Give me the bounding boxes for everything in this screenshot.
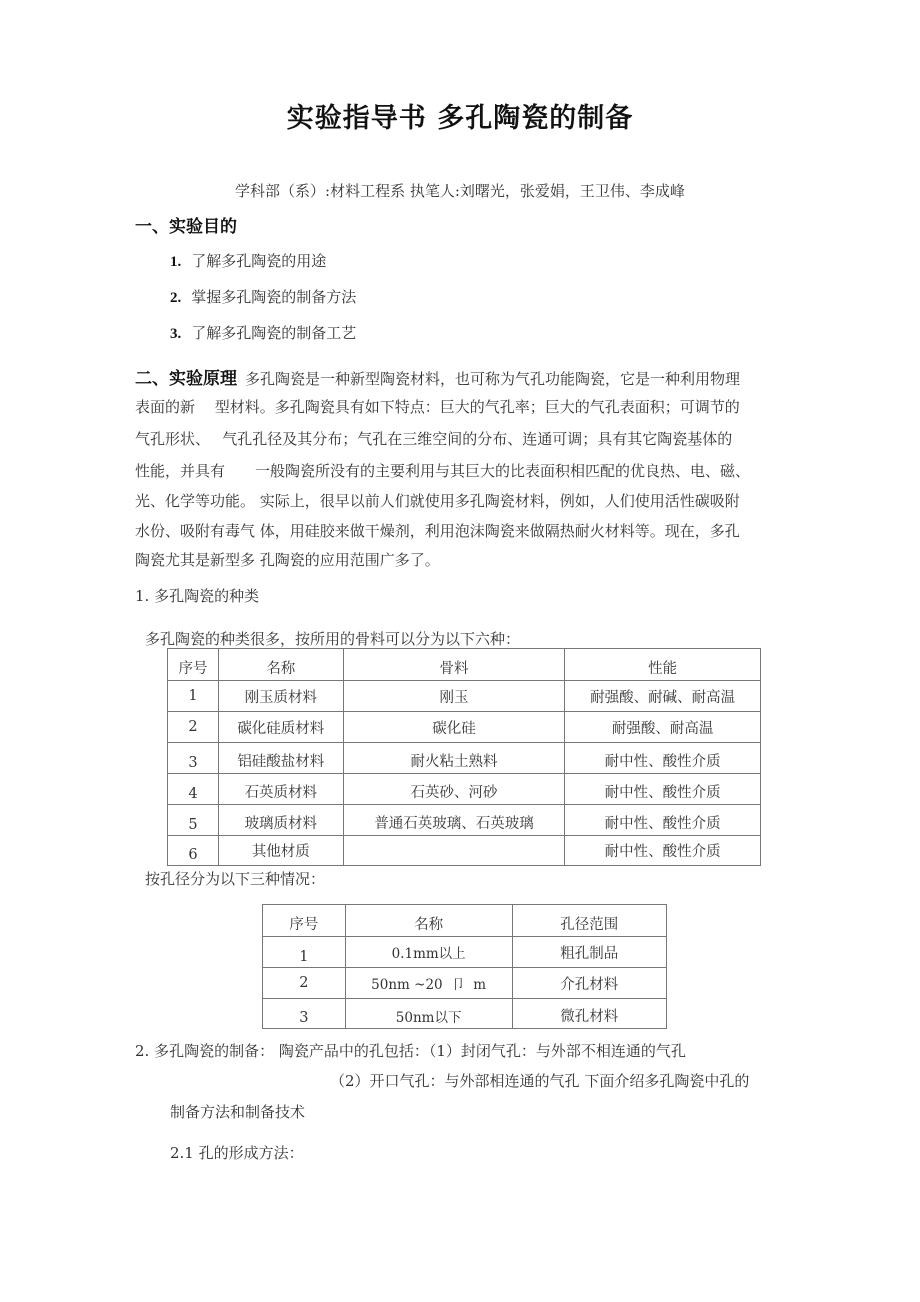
table-cell: 普通石英玻璃、石英玻璃 — [343, 805, 565, 836]
table-row — [168, 836, 761, 866]
section2-line: 性能，并具有 一般陶瓷所没有的主要利用与其巨大的比表面积相匹配的优良热、电、磁、 — [135, 462, 751, 480]
header-cell: 骨料 — [343, 649, 565, 681]
table-cell: 3 — [263, 999, 346, 1029]
subsection2-line: 2. 多孔陶瓷的制备： 陶瓷产品中的孔包括：（1）封闭气孔：与外部不相连通的气孔 — [135, 1042, 686, 1060]
subsection1-heading: 1. 多孔陶瓷的种类 — [135, 587, 260, 605]
table-cell: 50nm以下 — [345, 999, 512, 1029]
table-cell: 耐中性、酸性介质 — [565, 836, 761, 866]
list-item — [170, 286, 356, 307]
table-row — [168, 712, 761, 743]
table-cell: 微孔材料 — [512, 999, 666, 1029]
list-item-text: 了解多孔陶瓷的制备工艺 — [191, 324, 357, 342]
subsection2-line: 制备方法和制备技术 — [170, 1103, 306, 1121]
table-cell: 其他材质 — [218, 836, 343, 866]
table-cell: 铝硅酸盐材料 — [218, 743, 343, 774]
section2-line: 水份、吸附有毒气 体，用硅胶来做干燥剂，利用泡沫陶瓷来做隔热耐火材料等。现在，多孔 — [135, 522, 740, 540]
section2-line: 表面的新 型材料。多孔陶瓷具有如下特点：巨大的气孔率；巨大的气孔表面积；可调节的 — [135, 398, 740, 416]
table-cell: 6 — [168, 836, 219, 866]
table-cell: 2 — [263, 968, 346, 999]
table-cell: 1 — [168, 681, 219, 712]
table-cell: 1 — [263, 937, 346, 968]
header-cell: 性能 — [565, 649, 761, 681]
table-cell: 50nm ~20 卩 m — [345, 968, 512, 999]
table-row — [263, 999, 667, 1029]
table-cell: 碳化硅质材料 — [218, 712, 343, 743]
list-item-number: 1. — [170, 254, 182, 270]
list-item-number: 3. — [170, 326, 182, 342]
table-header-row — [168, 649, 761, 681]
list-item — [170, 250, 326, 271]
table-row — [168, 805, 761, 836]
table-cell: 耐中性、酸性介质 — [565, 774, 761, 805]
table-cell: 耐强酸、耐高温 — [565, 712, 761, 743]
subsection2-line: （2）开口气孔：与外部相连通的气孔 下面介绍多孔陶瓷中孔的 — [330, 1072, 750, 1090]
section2-line: 气孔形状、 气孔孔径及其分布；气孔在三维空间的分布、连通可调；具有其它陶瓷基体的 — [135, 430, 733, 448]
list-item-text: 掌握多孔陶瓷的制备方法 — [191, 288, 357, 306]
table-header-row — [263, 905, 667, 937]
header-cell: 名称 — [218, 649, 343, 681]
paragraph-text: 多孔陶瓷是一种新型陶瓷材料，也可称为气孔功能陶瓷，它是一种利用物理 — [245, 370, 741, 388]
table2-intro: 按孔径分为以下三种情况： — [145, 870, 326, 888]
section2-line: 陶瓷尤其是新型多 孔陶瓷的应用范围广多了。 — [135, 551, 440, 569]
header-cell: 序号 — [263, 905, 346, 937]
table-cell: 石英砂、河砂 — [343, 774, 565, 805]
table-cell: 耐强酸、耐碱、耐高温 — [565, 681, 761, 712]
list-item-number: 2. — [170, 290, 182, 306]
table-row — [263, 968, 667, 999]
pore-size-table — [262, 904, 667, 1029]
table-cell: 4 — [168, 774, 219, 805]
header-cell: 孔径范围 — [512, 905, 666, 937]
table-cell: 5 — [168, 805, 219, 836]
section1-heading: 一、实验目的 — [135, 217, 237, 237]
table-cell: 刚玉 — [343, 681, 565, 712]
list-item-text: 了解多孔陶瓷的用途 — [191, 252, 327, 270]
header-cell: 序号 — [168, 649, 219, 681]
table-cell: 0.1mm以上 — [345, 937, 512, 968]
table1-intro: 多孔陶瓷的种类很多，按所用的骨料可以分为以下六种： — [145, 630, 521, 648]
document-title: 实验指导书 多孔陶瓷的制备 — [286, 103, 634, 134]
table-cell: 玻璃质材料 — [218, 805, 343, 836]
table-row — [168, 681, 761, 712]
section2-line — [135, 364, 740, 389]
table-cell: 2 — [168, 712, 219, 743]
section2-heading: 二、实验原理 — [135, 369, 237, 389]
table-row — [168, 774, 761, 805]
table-cell: 碳化硅 — [343, 712, 565, 743]
byline: 学科部（系）:材料工程系 执笔人:刘曙光，张爱娟，王卫伟、李成峰 — [235, 182, 685, 200]
table-cell — [343, 836, 565, 866]
table-cell: 刚玉质材料 — [218, 681, 343, 712]
table-cell: 3 — [168, 743, 219, 774]
table-cell: 介孔材料 — [512, 968, 666, 999]
table-row — [263, 937, 667, 968]
table-cell: 耐火粘土熟料 — [343, 743, 565, 774]
table-cell: 耐中性、酸性介质 — [565, 743, 761, 774]
table-cell: 粗孔制品 — [512, 937, 666, 968]
header-cell: 名称 — [345, 905, 512, 937]
section2-line: 光、化学等功能。 实际上，很早以前人们就使用多孔陶瓷材料，例如，人们使用活性碳吸附 — [135, 492, 740, 510]
subsection2-heading: 2.1 孔的形成方法： — [170, 1144, 304, 1162]
table-row — [168, 743, 761, 774]
table-cell: 石英质材料 — [218, 774, 343, 805]
aggregate-table — [167, 648, 761, 866]
list-item — [170, 322, 356, 343]
table-cell: 耐中性、酸性介质 — [565, 805, 761, 836]
